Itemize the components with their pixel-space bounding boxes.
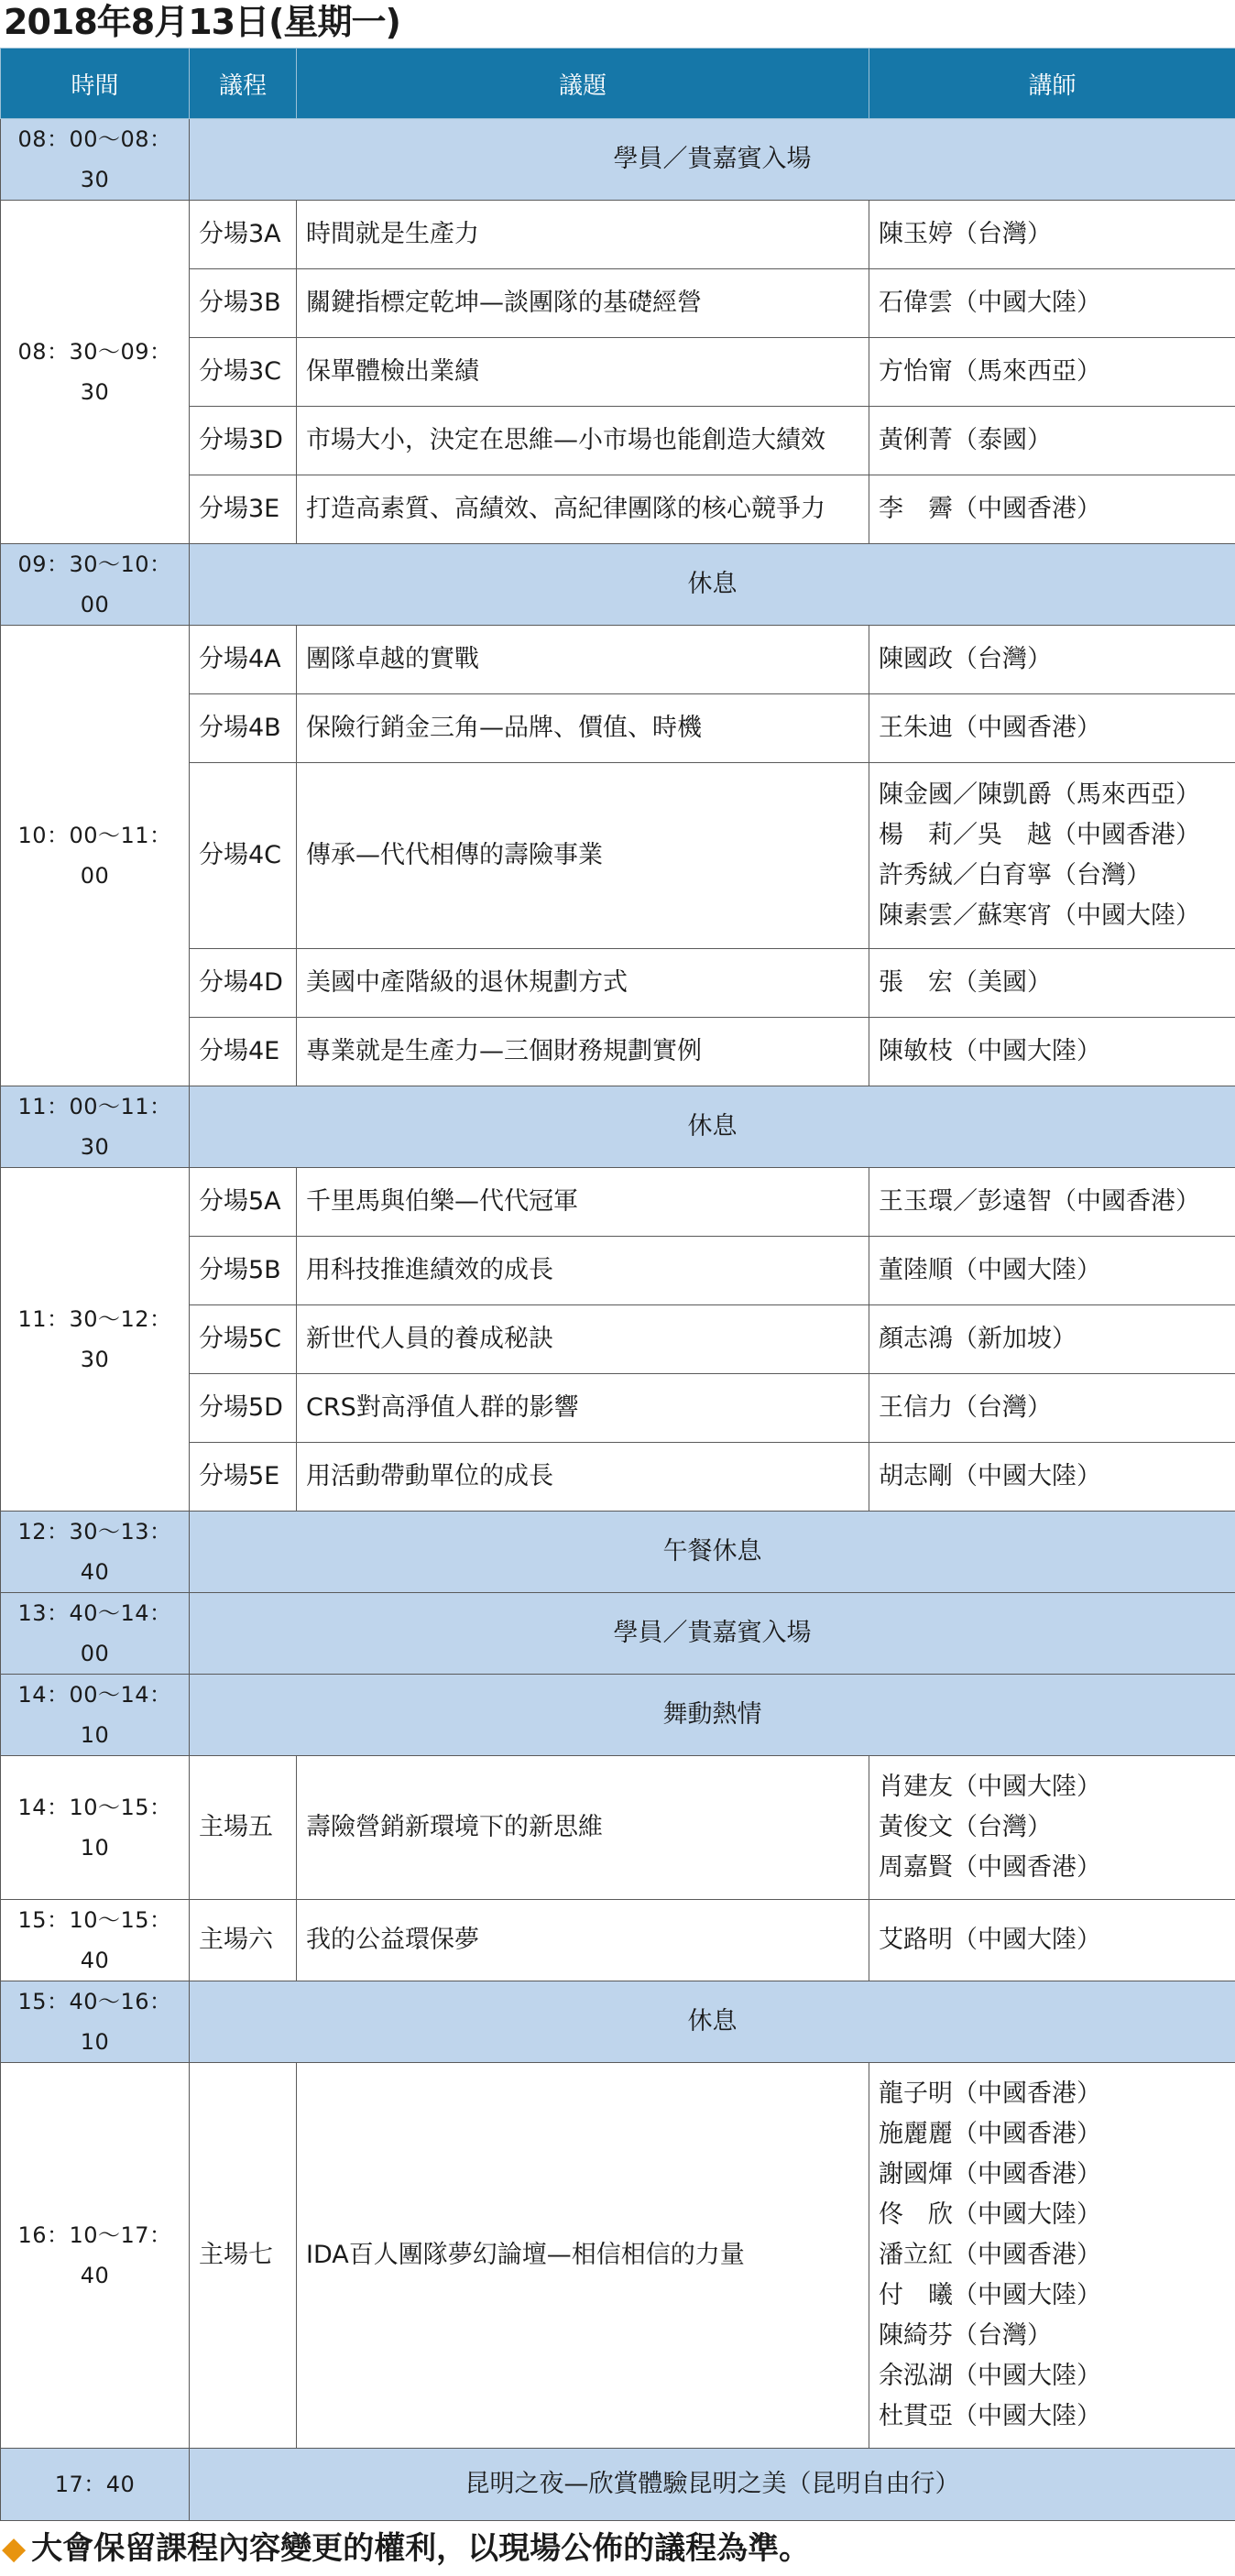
page-title: 2018年8月13日(星期一): [0, 0, 1235, 48]
session-cell: 分場3D: [190, 407, 297, 475]
band-text: 休息: [190, 544, 1235, 626]
speaker-name: 謝國煇（中國香港）: [879, 2155, 1226, 2195]
header-session: 議程: [190, 49, 297, 119]
session-cell: 分場3E: [190, 475, 297, 544]
time-cell: 14：00～14：10: [1, 1675, 190, 1756]
session-cell: 分場4E: [190, 1018, 297, 1086]
speaker-name: 陳金國／陳凱爵（馬來西亞）: [879, 775, 1226, 815]
time-cell: 10：00～11：00: [1, 626, 190, 1086]
topic-cell: 時間就是生產力: [297, 201, 869, 269]
table-row: [1, 1086, 1235, 1168]
session-cell: 分場5C: [190, 1305, 297, 1374]
speaker-cell: 王信力（台灣）: [869, 1374, 1235, 1443]
speaker-cell: 陳玉婷（台灣）: [869, 201, 1235, 269]
topic-cell: CRS對高淨值人群的影響: [297, 1374, 869, 1443]
session-cell: 分場3B: [190, 269, 297, 338]
table-row: [1, 1168, 1235, 1237]
topic-cell: IDA百人團隊夢幻論壇—相信相信的力量: [297, 2063, 869, 2449]
topic-cell: 我的公益環保夢: [297, 1900, 869, 1981]
footer-note: [0, 2521, 1235, 2576]
schedule-table: [0, 48, 1235, 2521]
speaker-name: 黃俊文（台灣）: [879, 1807, 1226, 1848]
topic-cell: 用活動帶動單位的成長: [297, 1443, 869, 1512]
speaker-cell: 李 霽（中國香港）: [869, 475, 1235, 544]
speaker-name: 余泓湖（中國大陸）: [879, 2356, 1226, 2396]
speaker-name: 陳素雲／蘇寒宵（中國大陸）: [879, 896, 1226, 936]
table-row: [1, 119, 1235, 201]
time-cell: 14：10～15：10: [1, 1756, 190, 1900]
table-row: [1, 1900, 1235, 1981]
time-cell: 08：30～09：30: [1, 201, 190, 544]
table-row: [1, 1675, 1235, 1756]
header-topic: 議題: [297, 49, 869, 119]
time-cell: 13：40～14：00: [1, 1593, 190, 1675]
header-time: 時間: [1, 49, 190, 119]
time-cell: 16：10～17：40: [1, 2063, 190, 2449]
table-row: [1, 626, 1235, 694]
speaker-name: 付 曦（中國大陸）: [879, 2276, 1226, 2316]
time-cell: 15：10～15：40: [1, 1900, 190, 1981]
topic-cell: 打造高素質、高績效、高紀律團隊的核心競爭力: [297, 475, 869, 544]
topic-cell: 千里馬與伯樂—代代冠軍: [297, 1168, 869, 1237]
speaker-name: 杜貫亞（中國大陸）: [879, 2396, 1226, 2437]
session-cell: 分場4C: [190, 763, 297, 949]
speaker-name: 佟 欣（中國大陸）: [879, 2195, 1226, 2235]
table-row: [1, 1512, 1235, 1593]
band-text: 午餐休息: [190, 1512, 1235, 1593]
speaker-cell: 董陸順（中國大陸）: [869, 1237, 1235, 1305]
speaker-cell: 王朱迪（中國香港）: [869, 694, 1235, 763]
speaker-cell: 石偉雲（中國大陸）: [869, 269, 1235, 338]
session-cell: 主場五: [190, 1756, 297, 1900]
topic-cell: 用科技推進績效的成長: [297, 1237, 869, 1305]
speaker-cell: 胡志剛（中國大陸）: [869, 1443, 1235, 1512]
band-text: 學員／貴嘉賓入場: [190, 1593, 1235, 1675]
speaker-cell: 張 宏（美國）: [869, 949, 1235, 1018]
topic-cell: 壽險營銷新環境下的新思維: [297, 1756, 869, 1900]
topic-cell: 傳承—代代相傳的壽險事業: [297, 763, 869, 949]
topic-cell: 保單體檢出業績: [297, 338, 869, 407]
topic-cell: 團隊卓越的實戰: [297, 626, 869, 694]
band-text: 休息: [190, 1981, 1235, 2063]
speaker-name: 潘立紅（中國香港）: [879, 2235, 1226, 2276]
speaker-cell: 陳國政（台灣）: [869, 626, 1235, 694]
session-cell: 分場5A: [190, 1168, 297, 1237]
table-row: [1, 544, 1235, 626]
session-cell: 分場5D: [190, 1374, 297, 1443]
band-text: 昆明之夜—欣賞體驗昆明之美（昆明自由行）: [190, 2449, 1235, 2521]
band-text: 舞動熱情: [190, 1675, 1235, 1756]
speaker-cell: [869, 1756, 1235, 1900]
table-row: [1, 2449, 1235, 2521]
session-cell: 分場4D: [190, 949, 297, 1018]
topic-cell: 保險行銷金三角—品牌、價值、時機: [297, 694, 869, 763]
time-cell: 17：40: [1, 2449, 190, 2521]
session-cell: 分場5E: [190, 1443, 297, 1512]
speaker-name: 楊 莉／吳 越（中國香港）: [879, 815, 1226, 856]
time-cell: 12：30～13：40: [1, 1512, 190, 1593]
band-text: 學員／貴嘉賓入場: [190, 119, 1235, 201]
speaker-name: 龍子明（中國香港）: [879, 2074, 1226, 2114]
speaker-name: 施麗麗（中國香港）: [879, 2114, 1226, 2155]
diamond-icon: ◆: [2, 2530, 26, 2567]
time-cell: 15：40～16：10: [1, 1981, 190, 2063]
table-row: [1, 1981, 1235, 2063]
speaker-cell: 艾路明（中國大陸）: [869, 1900, 1235, 1981]
session-cell: 分場3C: [190, 338, 297, 407]
band-text: 休息: [190, 1086, 1235, 1168]
speaker-cell: [869, 2063, 1235, 2449]
table-row: [1, 1756, 1235, 1900]
time-cell: 08：00～08：30: [1, 119, 190, 201]
header-speaker: 講師: [869, 49, 1235, 119]
topic-cell: 美國中產階級的退休規劃方式: [297, 949, 869, 1018]
table-row: [1, 1593, 1235, 1675]
speaker-cell: 陳敏枝（中國大陸）: [869, 1018, 1235, 1086]
table-header-row: [1, 49, 1235, 119]
session-cell: 分場4A: [190, 626, 297, 694]
speaker-cell: 黃俐菁（泰國）: [869, 407, 1235, 475]
topic-cell: 市場大小，決定在思維—小市場也能創造大績效: [297, 407, 869, 475]
speaker-cell: 顏志鴻（新加坡）: [869, 1305, 1235, 1374]
speaker-name: 肖建友（中國大陸）: [879, 1767, 1226, 1807]
session-cell: 主場七: [190, 2063, 297, 2449]
topic-cell: 專業就是生產力—三個財務規劃實例: [297, 1018, 869, 1086]
table-row: [1, 2063, 1235, 2449]
footer-text: 大會保留課程內容變更的權利，以現場公佈的議程為準。: [31, 2530, 810, 2567]
session-cell: 分場3A: [190, 201, 297, 269]
time-cell: 11：00～11：30: [1, 1086, 190, 1168]
speaker-name: 周嘉賢（中國香港）: [879, 1848, 1226, 1888]
session-cell: 分場4B: [190, 694, 297, 763]
speaker-name: 陳綺芬（台灣）: [879, 2316, 1226, 2356]
speaker-name: 許秀絨／白育寧（台灣）: [879, 856, 1226, 896]
table-row: [1, 201, 1235, 269]
session-cell: 分場5B: [190, 1237, 297, 1305]
topic-cell: 關鍵指標定乾坤—談團隊的基礎經營: [297, 269, 869, 338]
time-cell: 09：30～10：00: [1, 544, 190, 626]
speaker-cell: 王玉環／彭遠智（中國香港）: [869, 1168, 1235, 1237]
topic-cell: 新世代人員的養成秘訣: [297, 1305, 869, 1374]
speaker-cell: [869, 763, 1235, 949]
time-cell: 11：30～12：30: [1, 1168, 190, 1512]
speaker-cell: 方怡甯（馬來西亞）: [869, 338, 1235, 407]
session-cell: 主場六: [190, 1900, 297, 1981]
